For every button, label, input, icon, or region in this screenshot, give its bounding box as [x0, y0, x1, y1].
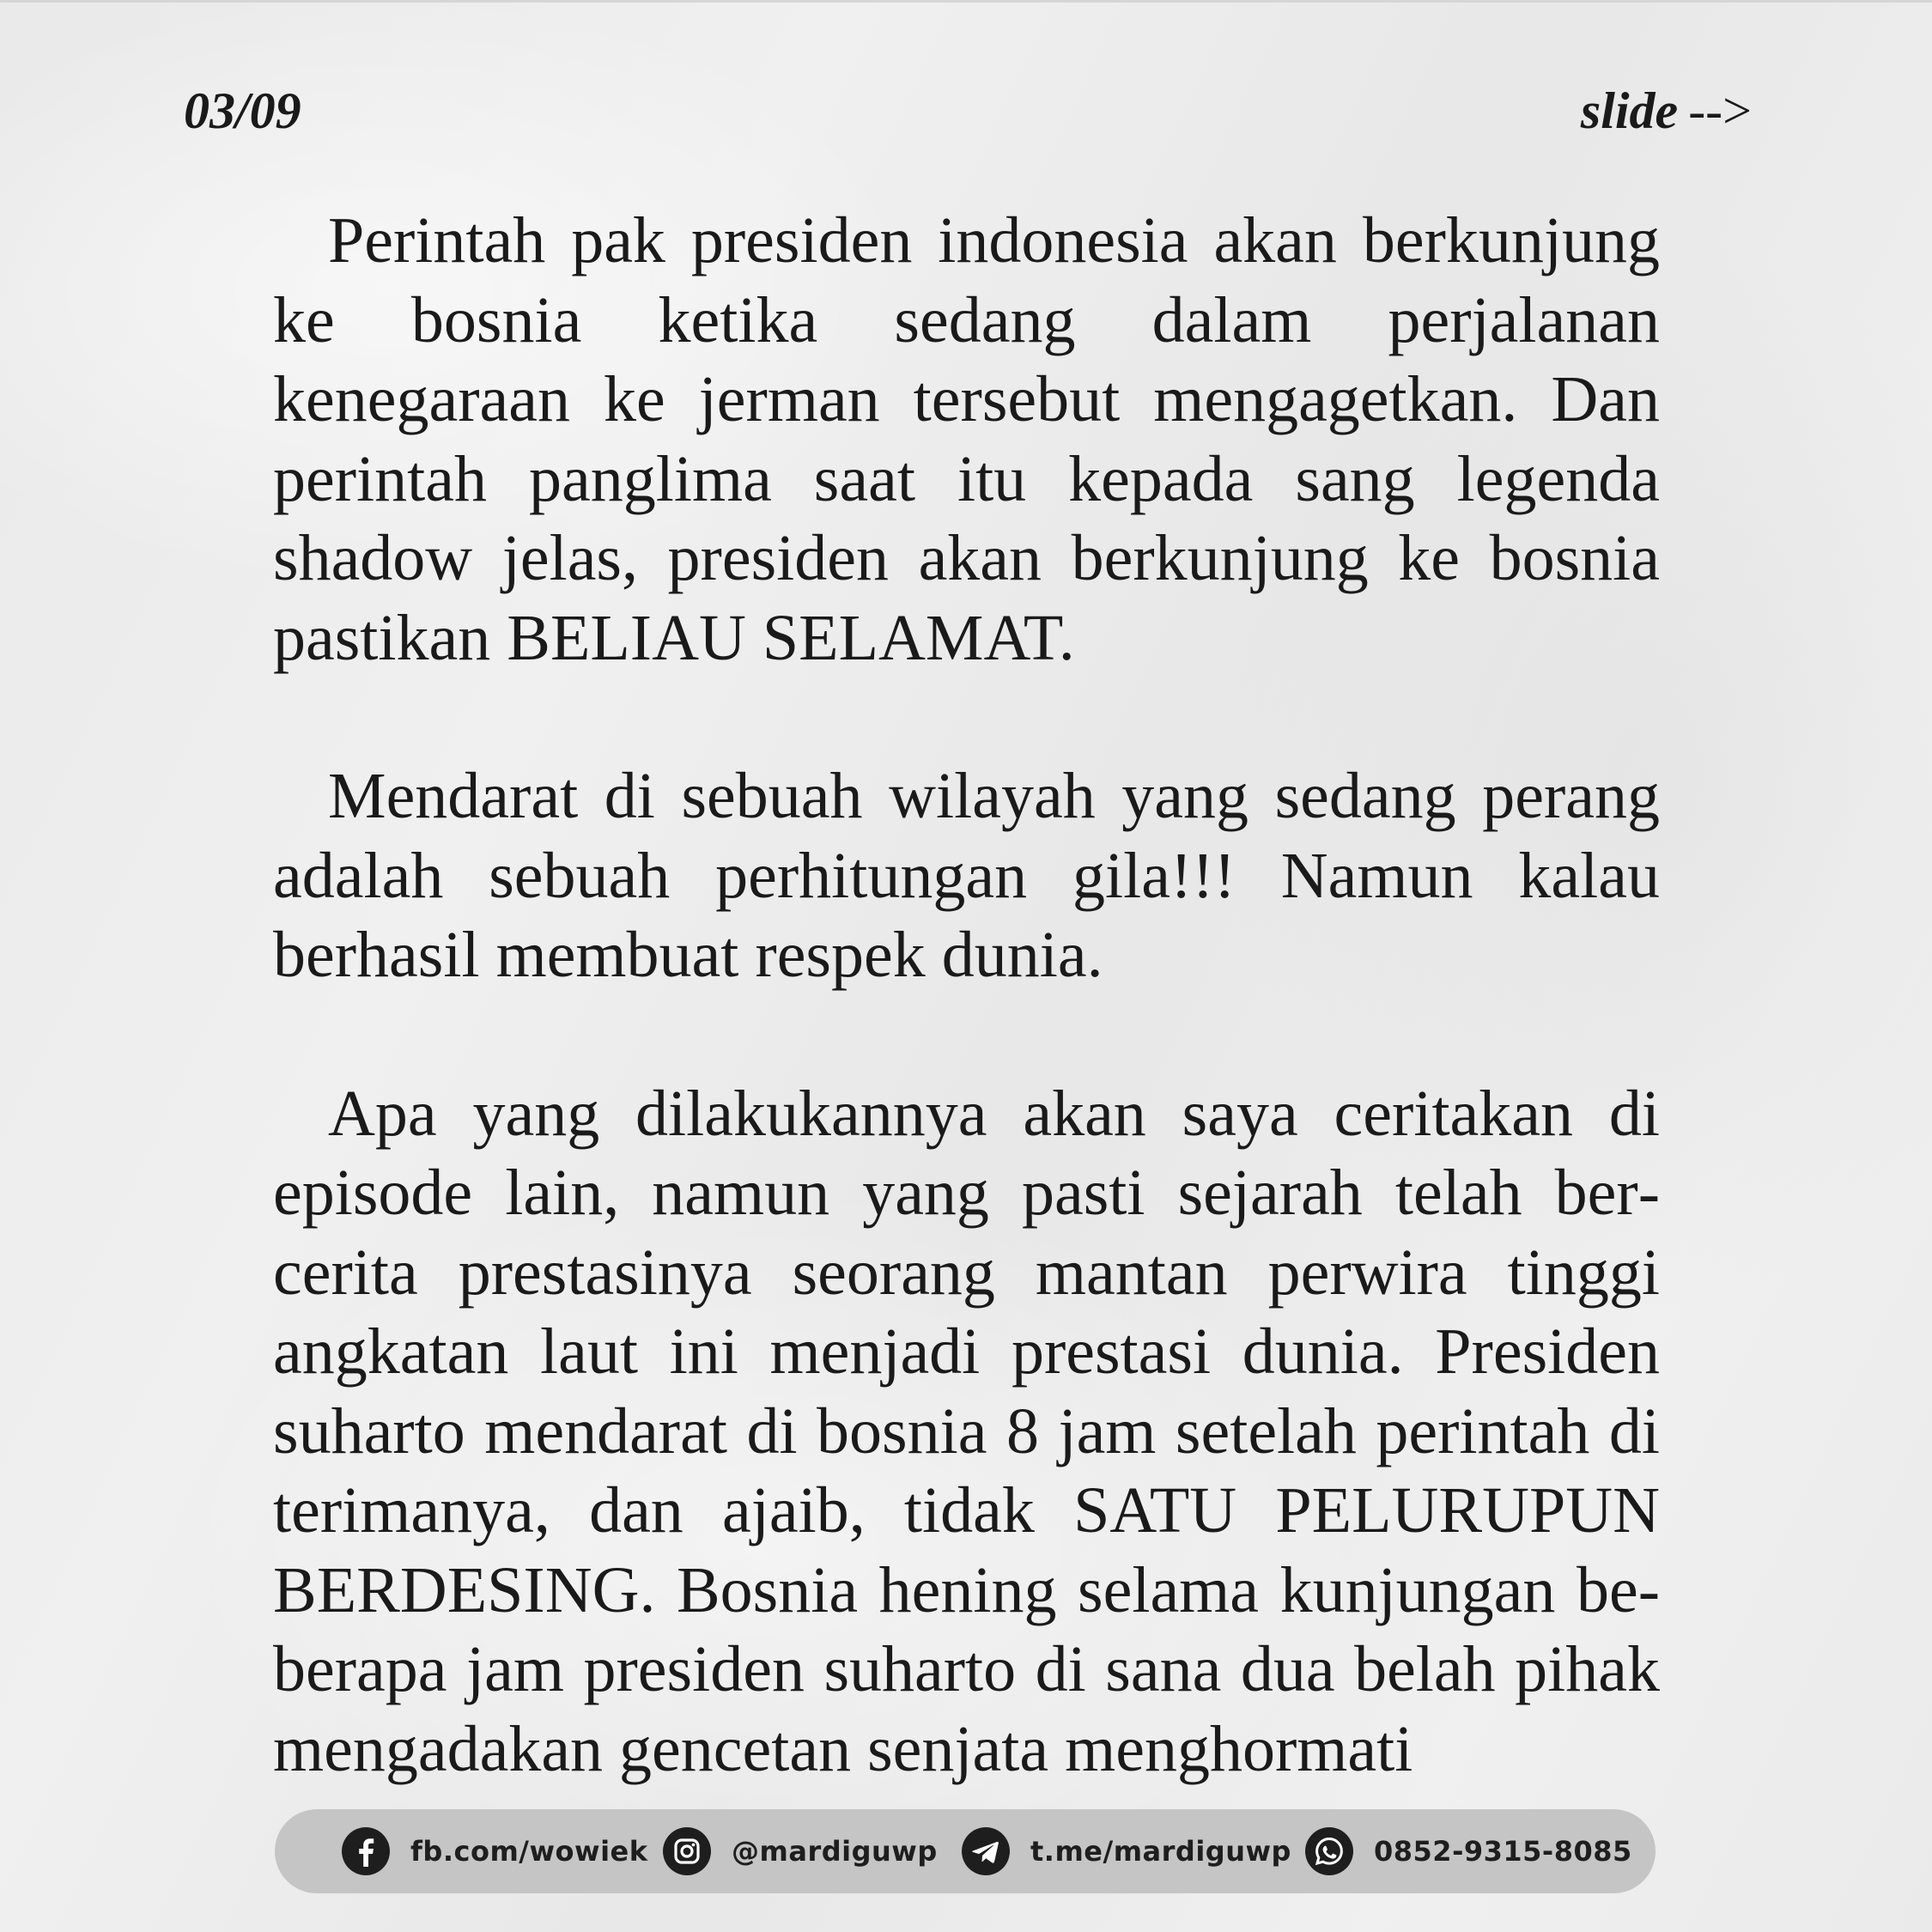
whatsapp-label: 0852-9315-8085	[1374, 1835, 1632, 1868]
top-border	[0, 0, 1932, 3]
facebook-label: fb.com/wowiek	[410, 1835, 648, 1868]
facebook-icon	[342, 1827, 390, 1875]
social-links-bar	[275, 1809, 1656, 1893]
instagram-icon	[663, 1827, 711, 1875]
instagram-link[interactable]	[663, 1827, 938, 1875]
paragraph-3: Apa yang dilakukannya akan saya ceritakan di episode lain, namun yang pasti sejarah telah bercerita prestasinya seorang mantan perwira tinggi angkatan laut ini menjadi prestasi dunia. Presiden suharto mendarat di bosnia 8 jam setelah perintah di terimanya, dan ajaib, tidak SATU PELURUPUN BERDESING. Bosnia hening selama kunjungan beberapa jam presiden suharto di sana dua belah pihak mengadakan gencetan senjata menghormati	[273, 1077, 1660, 1785]
paragraph-2: Mendarat di sebuah wilayah yang sedang perang adalah sebuah perhitungan gila!!! Namun kalau berhasil membuat respek dunia.	[273, 760, 1660, 991]
whatsapp-link[interactable]	[1305, 1827, 1632, 1875]
slide-hint-word: slide	[1580, 82, 1679, 139]
telegram-link[interactable]	[962, 1827, 1291, 1875]
instagram-label: @mardiguwp	[732, 1835, 938, 1868]
page-number: 03/09	[184, 82, 301, 139]
slide-arrow: -->	[1688, 82, 1752, 139]
telegram-label: t.me/mardiguwp	[1030, 1835, 1291, 1868]
article-body	[273, 201, 1660, 1789]
slide-hint	[1581, 82, 1752, 141]
whatsapp-icon	[1305, 1827, 1353, 1875]
facebook-link[interactable]	[342, 1827, 648, 1875]
telegram-icon	[962, 1827, 1010, 1875]
paragraph-1: Perintah pak presiden indonesia akan berkunjung ke bosnia ketika sedang dalam perjalanan kenegaraan ke jerman tersebut mengagetkan. Dan perintah panglima saat itu kepada sang legenda shadow jelas, presiden akan berkunjung ke bosnia pastikan BELIAU SELAMAT.	[273, 204, 1660, 674]
